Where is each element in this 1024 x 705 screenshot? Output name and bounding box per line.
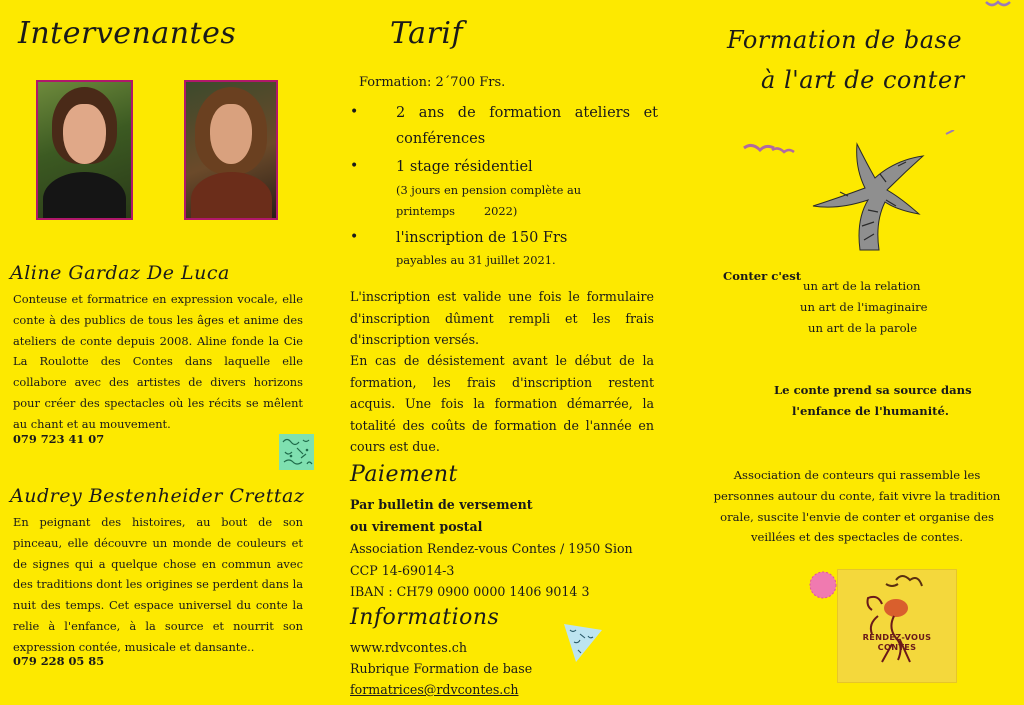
formation-price: Formation: 2´700 Frs. — [359, 75, 506, 90]
bullet-stage-detail-1: (3 jours en pension complète au — [396, 183, 582, 197]
pattern-triangle-icon — [562, 620, 604, 664]
conter-label: Conter c'est — [723, 269, 802, 283]
rendez-vous-contes-logo — [838, 570, 956, 682]
association-text: Association de conteurs qui rassemble les personnes autour du conte, fait vivre la tradition orale, suscite l'envie de conter et organise des veillées et des spectacles de contes. — [713, 468, 1001, 545]
info-email-link[interactable]: formatrices@rdvcontes.ch — [350, 682, 519, 697]
title-line1: Formation de base — [727, 26, 963, 54]
logo-figure-icon — [838, 570, 956, 682]
paiement-line2: ou virement postal — [350, 519, 483, 534]
bullet-stage-detail-2: printemps 2022) — [396, 204, 518, 218]
intervenantes-heading: Intervenantes — [18, 16, 237, 51]
person1-bio: Conteuse et formatrice en expression vocale, elle conte à des publics de tous les âges et anime des ateliers de conte depuis 2008. Aline fonde la Cie La Roulotte des Contes dans laquelle elle collabore avec des artistes de divers horizons pour créer des spectacles où les récits se mêlent au chant et au mouvement. — [13, 292, 303, 431]
paiement-line3: Association Rendez-vous Contes / 1950 Sion — [350, 541, 633, 556]
source-line1: Le conte prend sa source dans — [774, 383, 972, 397]
inscription-text: L'inscription est valide une fois le formulaire d'inscription dûment rempli et les frais d'inscription versés. — [350, 289, 654, 348]
conter-imaginaire: un art de l'imaginaire — [800, 300, 928, 314]
tarif-heading: Tarif — [390, 16, 464, 51]
photo-aline — [36, 80, 133, 220]
person2-name: Audrey Bestenheider Crettaz — [10, 485, 305, 507]
person1-name: Aline Gardaz De Luca — [10, 262, 230, 284]
pink-circle-icon — [808, 570, 838, 600]
info-rubrique: Rubrique Formation de base — [350, 661, 533, 676]
paiement-line4: CCP 14-69014-3 — [350, 563, 455, 578]
conter-parole: un art de la parole — [808, 321, 918, 335]
pattern-square-icon — [279, 434, 314, 470]
source-line2: l'enfance de l'humanité. — [792, 404, 949, 418]
person1-phone: 079 723 41 07 — [13, 432, 105, 446]
paiement-line5: IBAN : CH79 0900 0000 1406 9014 3 — [350, 584, 590, 599]
paiement-line1: Par bulletin de versement — [350, 497, 533, 512]
photo-audrey — [184, 80, 278, 220]
title-line2: à l'art de conter — [761, 66, 965, 94]
tree-illustration-icon — [740, 130, 960, 265]
logo-text-line2: CONTES — [877, 642, 917, 652]
person2-phone: 079 228 05 85 — [13, 654, 105, 668]
bird-mark-icon — [984, 0, 1014, 10]
info-website[interactable]: www.rdvcontes.ch — [350, 640, 467, 655]
logo-text-line1: RENDEZ-VOUS — [862, 632, 932, 642]
bullet-inscription: l'inscription de 150 Frs — [396, 230, 568, 246]
bullet-dot: • — [350, 229, 359, 245]
paiement-heading: Paiement — [350, 462, 458, 487]
bullet-dot: • — [350, 158, 359, 174]
person2-bio: En peignant des histoires, au bout de son pinceau, elle découvre un monde de couleurs et de signes qui a quelque chose en commun avec des traditions dont les origines se perdent dans la nuit des temps. Cet espace universel du conte la relie à l'enfance, à la source et nourrit son expression contée, musicale et dansante.. — [13, 515, 303, 654]
bullet-dot: • — [350, 104, 359, 120]
desistement-text: En cas de désistement avant le début de la formation, les frais d'inscription restent acquis. Une fois la formation démarrée, la totalité des coûts de formation de l'année en cours est due. — [350, 353, 654, 455]
informations-heading: Informations — [350, 605, 500, 630]
bullet-stage: 1 stage résidentiel — [396, 159, 533, 175]
bullet-formation: 2 ans de formation ateliers et conférences — [396, 105, 658, 147]
conter-relation: un art de la relation — [803, 279, 921, 293]
bullet-inscription-detail: payables au 31 juillet 2021. — [396, 253, 556, 267]
